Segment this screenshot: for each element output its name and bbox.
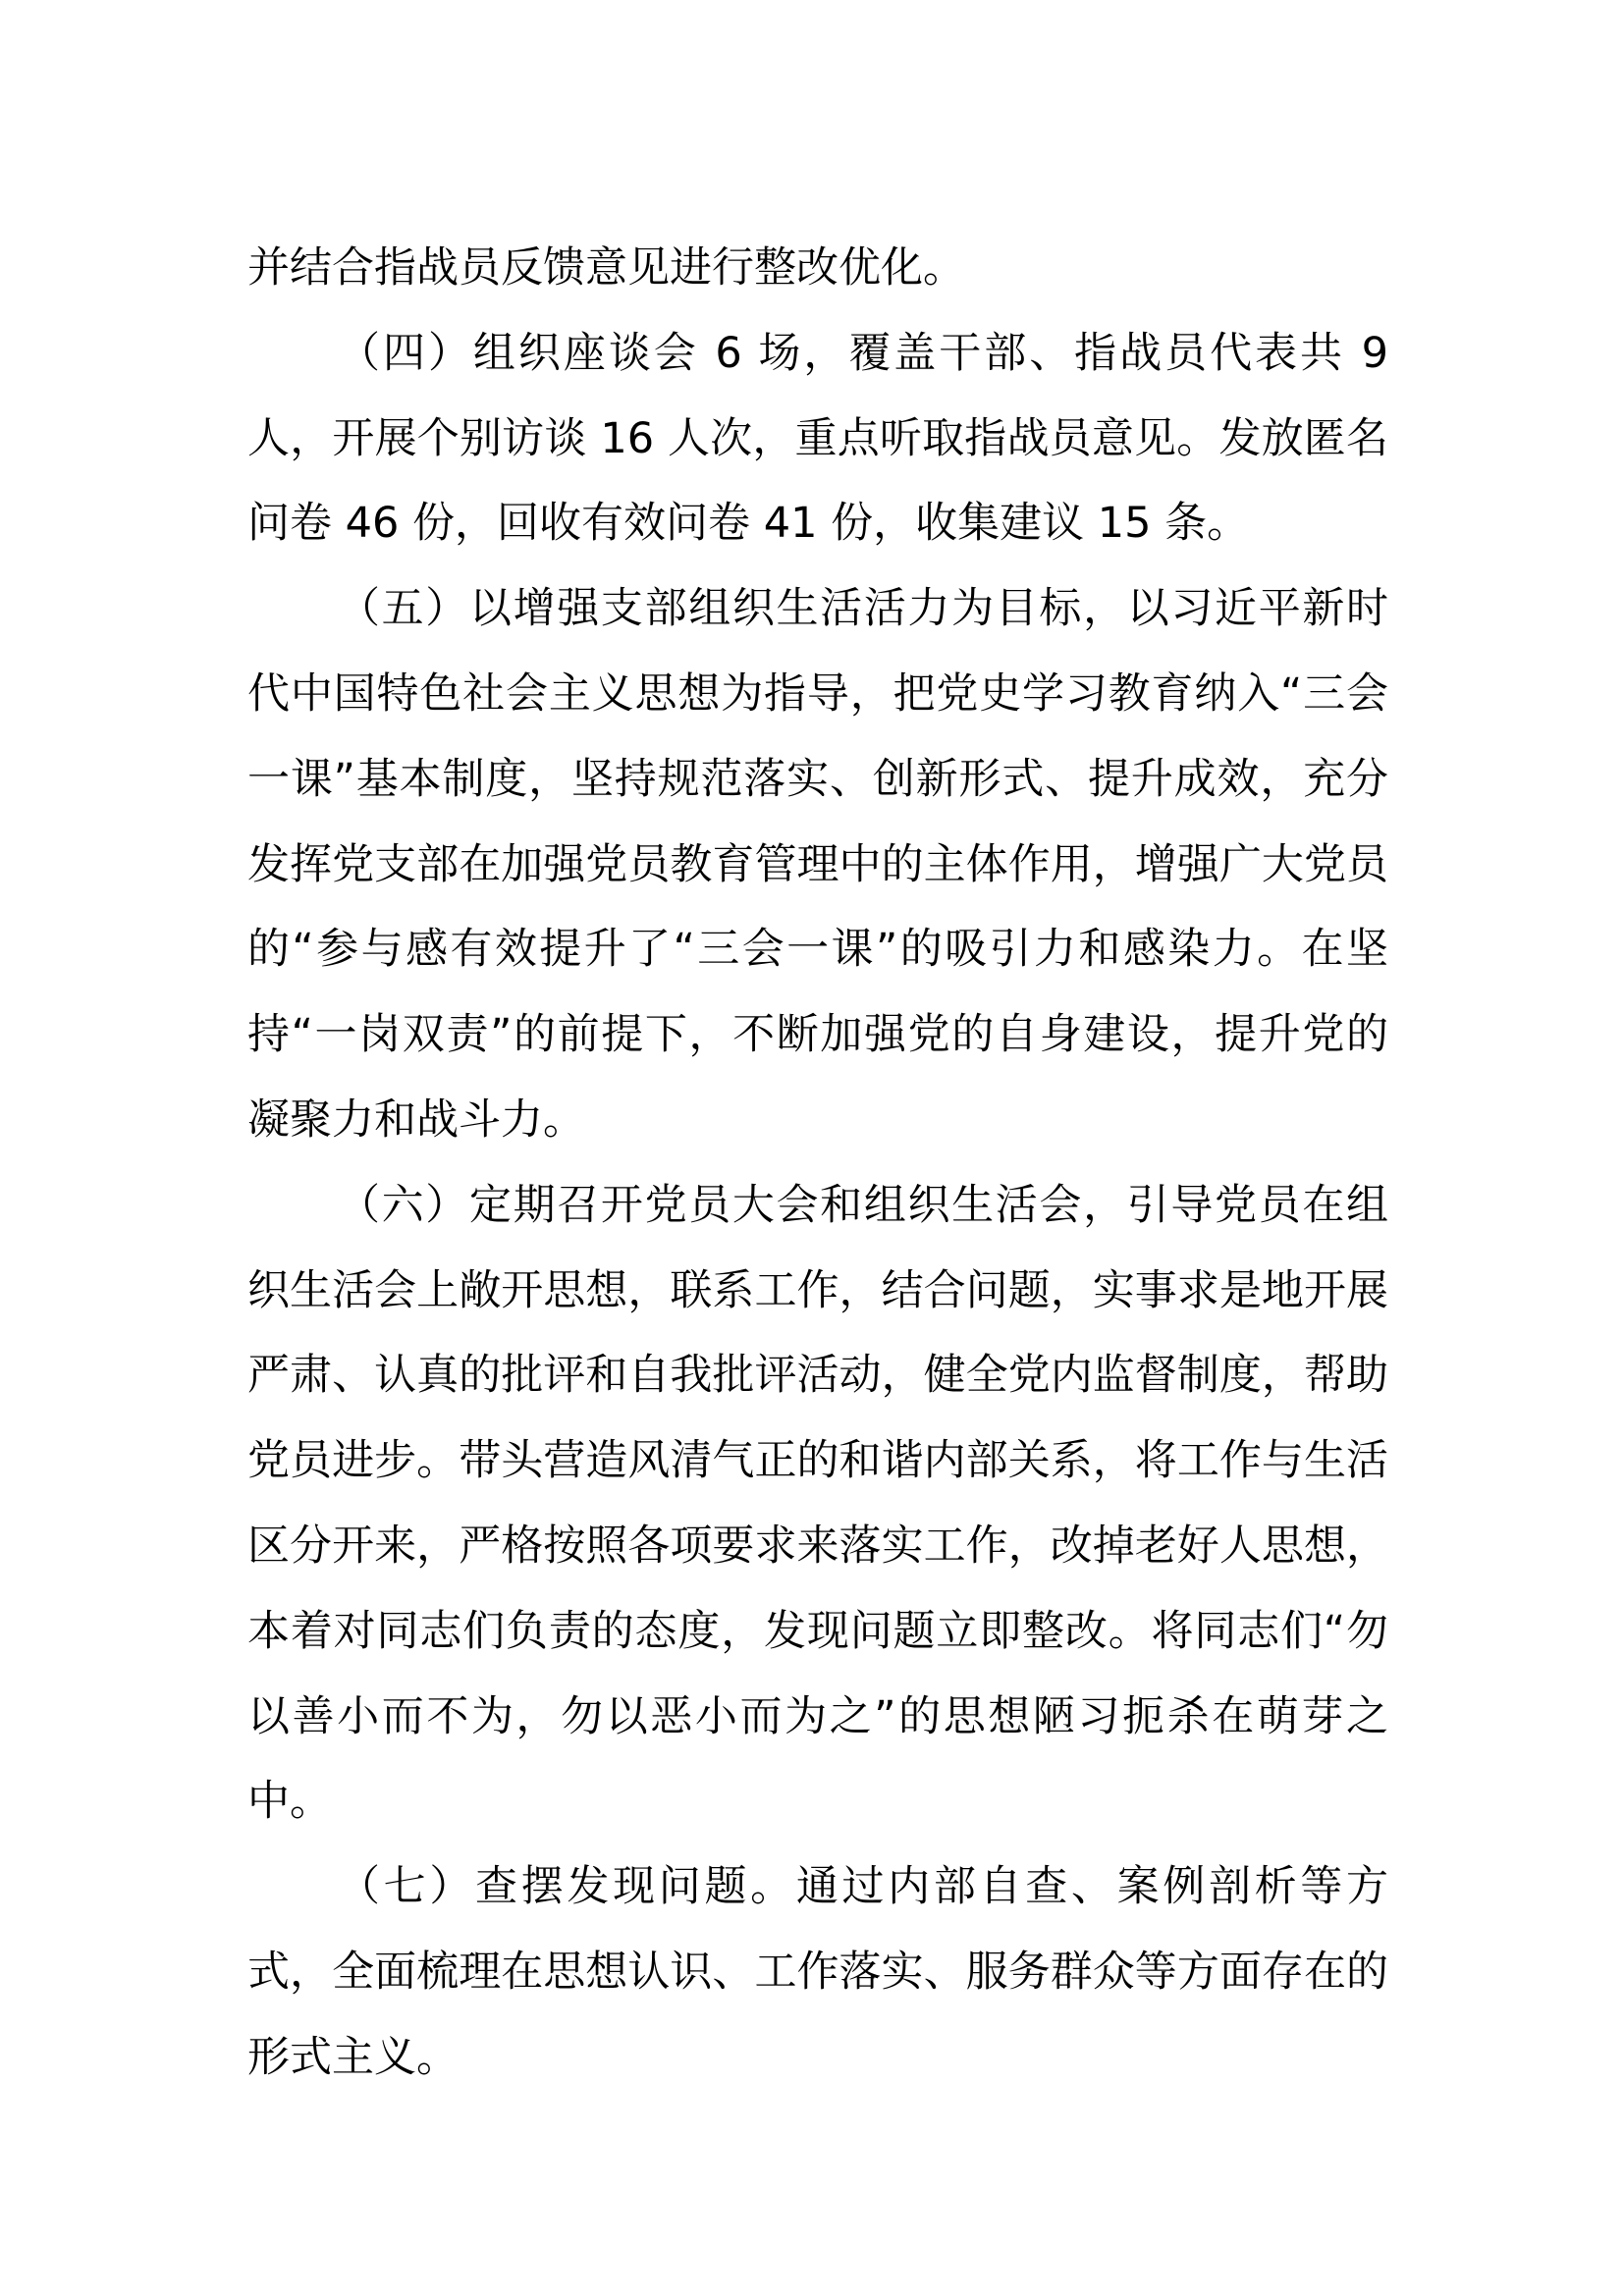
paragraph-item-6: （六）定期召开党员大会和组织生活会，引导党员在组织生活会上敞开思想，联系工作，结合问题，实事求是地开展严肃、认真的批评和自我批评活动，健全党内监督制度，帮助党员进步。带头营造风清气正的和谐内部关系，将工作与生活区分开来，严格按照各项要求来落实工作，改掉老好人思想，本着对同志们负责的态度，发现问题立即整改。将同志们“勿以善小而不为，勿以恶小而为之”的思想陋习扼杀在萌芽之中。 <box>247 1180 1388 1827</box>
paragraph-item-7: （七）查摆发现问题。通过内部自查、案例剖析等方式，全面梳理在思想认识、工作落实、服务群众等方面存在的形式主义。 <box>247 1862 1388 2082</box>
paragraph-item-4: （四）组织座谈会 6 场，覆盖干部、指战员代表共 9 人，开展个别访谈 16 人次，重点听取指战员意见。发放匿名问卷 46 份，回收有效问卷 41 份，收集建议 15 条。 <box>247 328 1388 549</box>
paragraph-item-5: （五）以增强支部组织生活活力为目标，以习近平新时代中国特色社会主义思想为指导，把党史学习教育纳入“三会一课”基本制度，坚持规范落实、创新形式、提升成效，充分发挥党支部在加强党员教育管理中的主体作用，增强广大党员的“参与感有效提升了“三会一课”的吸引力和感染力。在坚持“一岗双责”的前提下，不断加强党的自身建设，提升党的凝聚力和战斗力。 <box>247 584 1388 1145</box>
paragraph-continuation: 并结合指战员反馈意见进行整改优化。 <box>247 243 965 293</box>
document-page <box>247 226 1388 2101</box>
